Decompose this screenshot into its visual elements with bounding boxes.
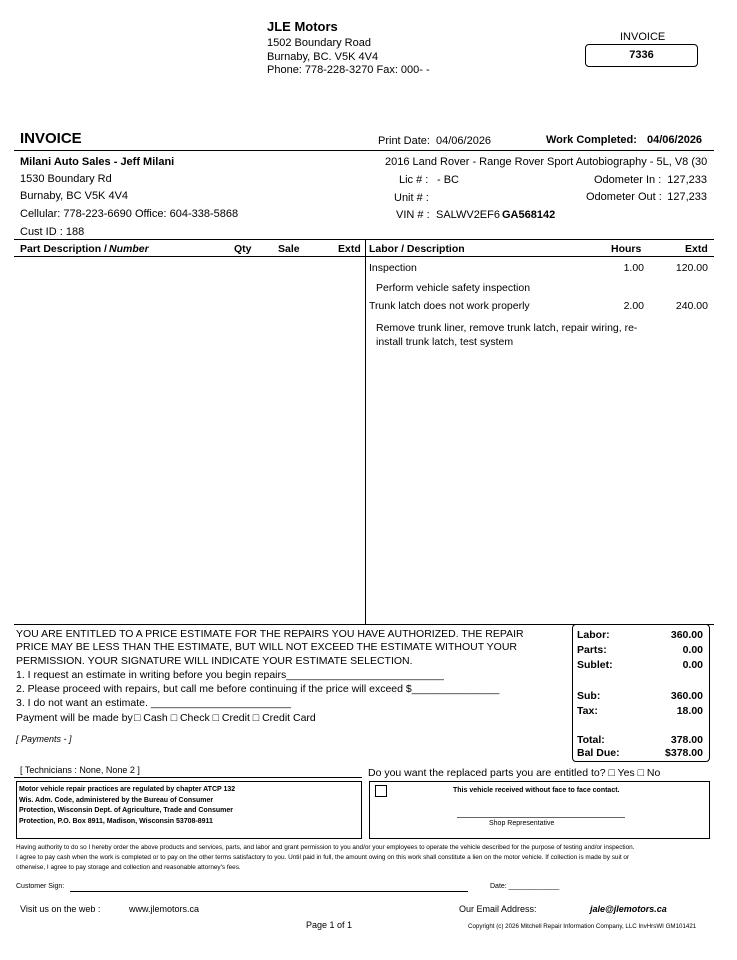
- payments-note: [ Payments - ]: [16, 734, 72, 744]
- parts-total-label: Parts:: [577, 644, 607, 656]
- odometer-out-label: Odometer Out :: [586, 191, 662, 203]
- sublet-total-label: Sublet:: [577, 659, 613, 671]
- shop-address-line2: Burnaby, BC. V5K 4V4: [267, 51, 379, 63]
- unit-label: Unit # :: [394, 192, 429, 204]
- regulation-box: [16, 781, 362, 839]
- labor-item-extd: 240.00: [675, 300, 708, 312]
- labor-item-extd: 120.00: [675, 262, 708, 274]
- labor-col-desc: Labor / Description: [369, 243, 465, 255]
- parts-col-desc: Part Description /: [20, 243, 107, 255]
- shop-rep-line: [457, 817, 625, 818]
- print-date-label: Print Date:: [378, 135, 430, 147]
- grand-total-label: Total:: [577, 734, 605, 746]
- face-to-face-box: [369, 781, 710, 839]
- estimate-option-3: 3. I do not want an estimate. ________________________: [16, 697, 291, 709]
- labor-item-detail: Perform vehicle safety inspection: [376, 282, 531, 294]
- customer-name: Milani Auto Sales - Jeff Milani: [20, 156, 175, 168]
- customer-phones: Cellular: 778-223-6690 Office: 604-338-5868: [20, 208, 239, 220]
- customer-sign-line[interactable]: [70, 891, 468, 892]
- subtotal: 360.00: [670, 690, 703, 702]
- authorization-text: Having authority to do so I hereby order the above products and services, parts, and labor and grant permission to you and/or your employees to operate the vehicle described for the purpose of testing and/or inspection. I agree to pay cash when the work is completed or to pay on the other terms satisfactory to you. Until paid in full, the amount owing on this work shall constitute a lien on the motor vehicle. If collection is made by suit or otherwise, I agree to pay storage and collection and reasonable attorney's fees.: [16, 844, 635, 871]
- estimate-option-2: 2. Please proceed with repairs, but call me before continuing if the price will exceed $_______________: [16, 683, 500, 695]
- page-title: INVOICE: [20, 130, 82, 147]
- regulation-text: Motor vehicle repair practices are regulated by chapter ATCP 132 Wis. Adm. Code, administered by the Bureau of Consumer Protection, Wisconsin Dept. of Agriculture, Trade and Consumer Protection, P.O. Box 8911, Madison, Wisconsin 53708-8911: [19, 786, 236, 825]
- parts-total: 0.00: [682, 644, 703, 656]
- title-divider: [14, 150, 714, 151]
- labor-total: 360.00: [670, 629, 703, 641]
- odometer-out: 127,233: [667, 191, 707, 203]
- customer-id: Cust ID : 188: [20, 226, 85, 238]
- invoice-box-label: INVOICE: [620, 31, 666, 43]
- customer-address: 1530 Boundary Rd: [20, 173, 112, 185]
- table-top-line: [14, 239, 714, 240]
- shop-address-line1: 1502 Boundary Road: [267, 37, 371, 49]
- work-completed-label: Work Completed:: [546, 134, 637, 146]
- web-label: Visit us on the web :: [20, 904, 101, 914]
- technicians-underline: [14, 777, 362, 778]
- balance-due-label: Bal Due:: [577, 747, 620, 759]
- totals-box: [572, 624, 710, 762]
- customer-city: Burnaby, BC V5K 4V4: [20, 190, 129, 202]
- invoice-number-box: [585, 44, 698, 67]
- column-divider: [365, 239, 366, 624]
- payment-label: Payment will be made by: [16, 712, 133, 724]
- estimate-line-1: YOU ARE ENTITLED TO A PRICE ESTIMATE FOR THE REPAIRS YOU HAVE AUTHORIZED. THE REPAIR: [16, 628, 524, 640]
- labor-col-extd: Extd: [685, 243, 708, 255]
- odometer-in: 127,233: [667, 174, 707, 186]
- estimate-line-2: PRICE MAY BE LESS THAN THE ESTIMATE, BUT WILL NOT EXCEED THE ESTIMATE WITHOUT YOUR: [16, 641, 517, 653]
- labor-item-hours: 2.00: [623, 300, 644, 312]
- license-label: Lic # :: [399, 174, 429, 186]
- signature-date[interactable]: Date: _____________: [490, 883, 560, 890]
- web-link[interactable]: www.jlemotors.ca: [129, 904, 200, 914]
- print-date: 04/06/2026: [436, 135, 492, 147]
- shop-phone: Phone: 778-228-3270 Fax: 000- -: [267, 64, 430, 76]
- labor-total-label: Labor:: [577, 629, 610, 641]
- table-header-line: [14, 256, 714, 257]
- vin-prefix: SALWV2EF6: [436, 209, 500, 221]
- email-label: Our Email Address:: [459, 904, 537, 914]
- invoice-number: 7336: [629, 49, 654, 61]
- odometer-in-label: Odometer In :: [594, 174, 662, 186]
- labor-item-title: Trunk latch does not work properly: [369, 300, 530, 312]
- labor-item-hours: 1.00: [623, 262, 644, 274]
- replaced-parts-question[interactable]: Do you want the replaced parts you are entitled to? □ Yes □ No: [368, 767, 661, 779]
- copyright: Copyright (c) 2026 Mitchell Repair Information Company, LLC InvHrsWI GM101421: [468, 923, 697, 930]
- estimate-line-3: PERMISSION. YOUR SIGNATURE WILL INDICATE YOUR ESTIMATE SELECTION.: [16, 655, 413, 667]
- payment-options[interactable]: □ Cash □ Check □ Credit □ Credit Card: [134, 712, 316, 724]
- subtotal-label: Sub:: [577, 690, 601, 702]
- tax: 18.00: [676, 705, 703, 717]
- grand-total: 378.00: [670, 734, 703, 746]
- face-to-face-text: This vehicle received without face to face contact.: [453, 787, 620, 794]
- technicians: [ Technicians : None, None 2 ]: [20, 765, 140, 775]
- parts-col-number: Number: [109, 243, 149, 255]
- parts-col-sale: Sale: [278, 243, 300, 255]
- labor-item-detail: Remove trunk liner, remove trunk latch, repair wiring, re-install trunk latch, test system: [376, 322, 638, 348]
- estimate-option-1: 1. I request an estimate in writing before you begin repairs___________________________: [16, 669, 444, 681]
- labor-item-title: Inspection: [369, 262, 417, 274]
- page-number: Page 1 of 1: [306, 920, 353, 930]
- parts-col-extd: Extd: [338, 243, 361, 255]
- tax-label: Tax:: [577, 705, 598, 717]
- email-link[interactable]: jale@jlemotors.ca: [590, 904, 667, 914]
- shop-name: JLE Motors: [267, 19, 338, 34]
- vehicle-description: 2016 Land Rover - Range Rover Sport Autobiography - 5L, V8 (30: [385, 156, 707, 168]
- work-completed-date: 04/06/2026: [647, 134, 703, 146]
- customer-sign-label: Customer Sign:: [16, 883, 65, 890]
- shop-rep-label: Shop Representative: [489, 820, 555, 827]
- sublet-total: 0.00: [682, 659, 703, 671]
- balance-due: $378.00: [665, 747, 703, 759]
- parts-col-qty: Qty: [234, 243, 252, 255]
- license-value: - BC: [437, 174, 459, 186]
- vin-label: VIN # :: [396, 209, 430, 221]
- vin-suffix: GA568142: [502, 209, 556, 221]
- labor-col-hours: Hours: [611, 243, 642, 255]
- face-to-face-checkbox[interactable]: [375, 785, 387, 797]
